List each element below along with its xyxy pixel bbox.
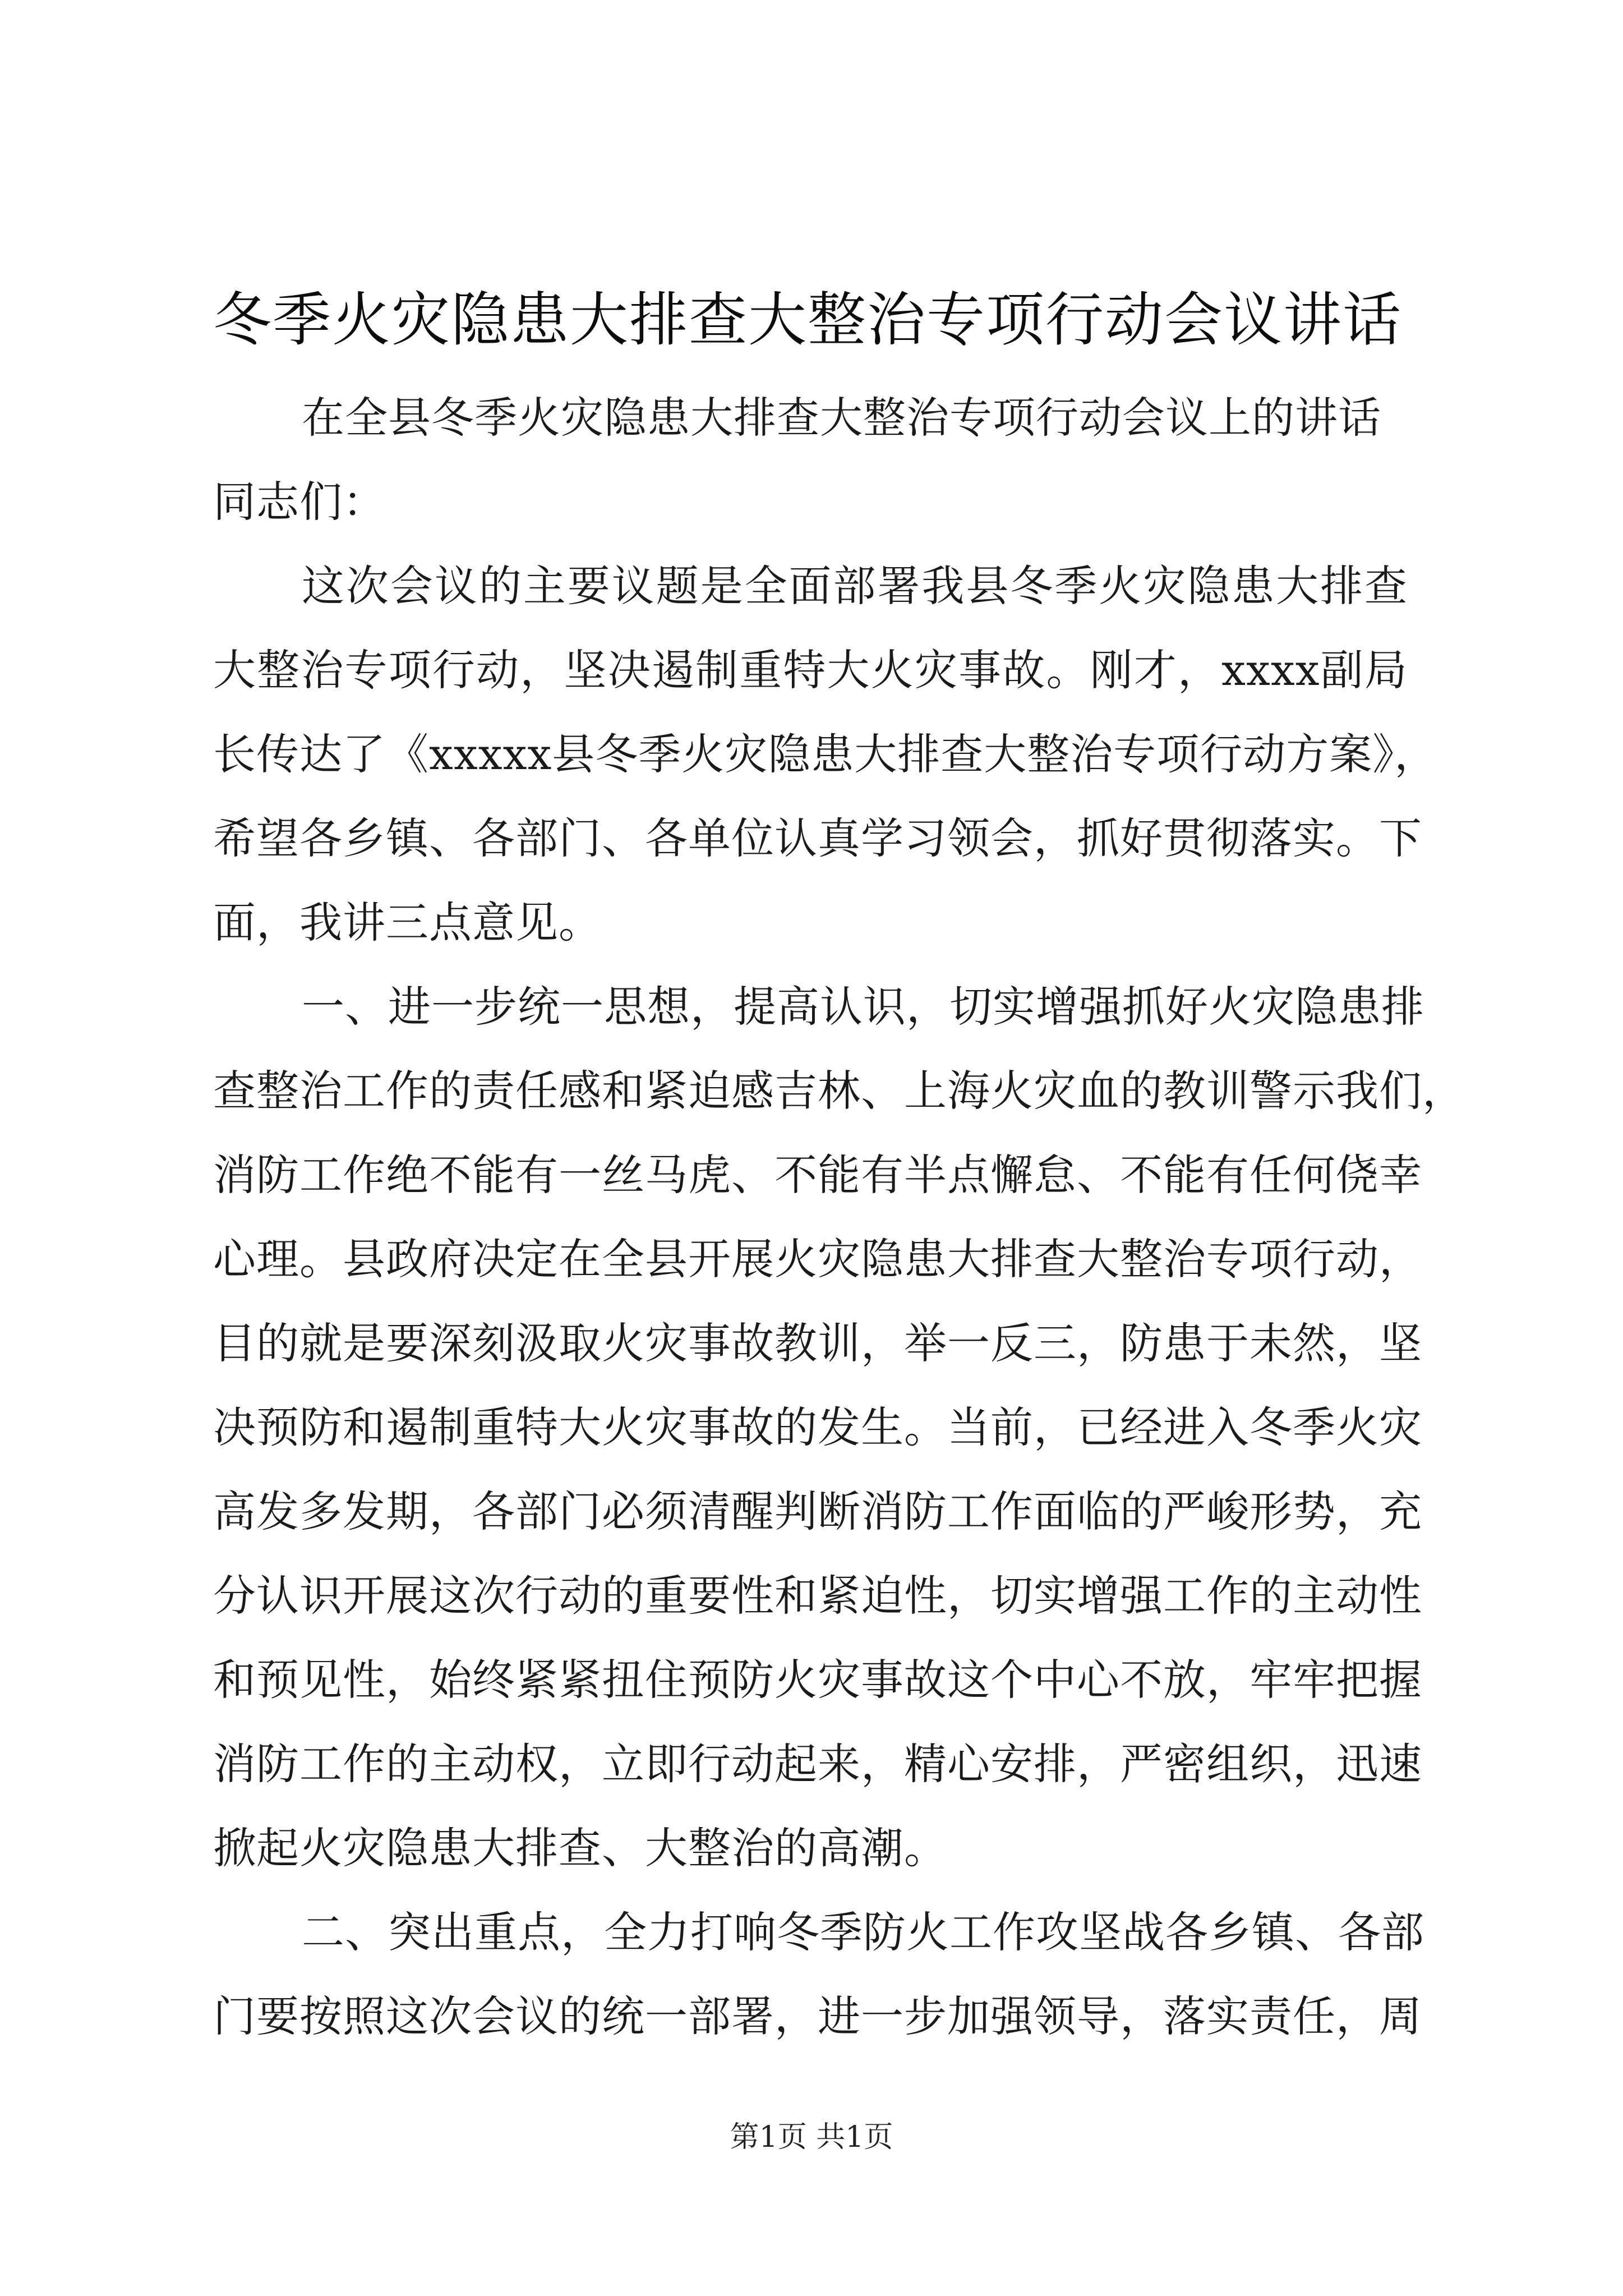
text-line: 二、突出重点，全力打响冬季防火工作攻坚战各乡镇、各部 <box>302 1907 1424 1957</box>
text-line: 面，我讲三点意见。 <box>213 898 602 947</box>
text-line: 希望各乡镇、各部门、各单位认真学习领会，抓好贯彻落实。下 <box>213 813 1422 863</box>
document-title: 冬季火灾隐患大排查大整治专项行动会议讲话 <box>213 286 1403 354</box>
text-line: 分认识开展这次行动的重要性和紧迫性，切实增强工作的主动性 <box>213 1571 1422 1621</box>
document-body <box>213 376 1465 2059</box>
text-line: 在全县冬季火灾隐患大排查大整治专项行动会议上的讲话 <box>302 393 1381 443</box>
text-line: 长传达了《xxxxx县冬季火灾隐患大排查大整治专项行动方案》， <box>213 729 1438 779</box>
page-footer: 第1页 共1页 <box>730 2120 893 2154</box>
text-line: 目的就是要深刻汲取火灾事故教训，举一反三，防患于未然，坚 <box>213 1318 1422 1368</box>
text-line: 查整治工作的责任感和紧迫感吉林、上海火灾血的教训警示我们， <box>213 1066 1465 1116</box>
text-line: 消防工作绝不能有一丝马虎、不能有半点懈怠、不能有任何侥幸 <box>213 1150 1422 1200</box>
text-line: 心理。县政府决定在全县开展火灾隐患大排查大整治专项行动， <box>213 1234 1422 1284</box>
text-line: 掀起火灾隐患大排查、大整治的高潮。 <box>213 1823 947 1873</box>
text-line: 消防工作的主动权，立即行动起来，精心安排，严密组织，迅速 <box>213 1739 1422 1789</box>
text-line: 门要按照这次会议的统一部署，进一步加强领导，落实责任，周 <box>213 1991 1422 2041</box>
text-line: 决预防和遏制重特大火灾事故的发生。当前，已经进入冬季火灾 <box>213 1402 1422 1452</box>
text-line: 一、进一步统一思想，提高认识，切实增强抓好火灾隐患排 <box>302 982 1424 1032</box>
text-line: 和预见性，始终紧紧扭住预防火灾事故这个中心不放，牢牢把握 <box>213 1655 1422 1705</box>
text-line: 这次会议的主要议题是全面部署我县冬季火灾隐患大排查 <box>302 561 1408 611</box>
text-line: 大整治专项行动，坚决遏制重特大火灾事故。刚才，xxxx副局 <box>213 645 1408 695</box>
text-line: 高发多发期，各部门必须清醒判断消防工作面临的严峻形势，充 <box>213 1487 1422 1536</box>
text-line: 同志们： <box>213 477 386 527</box>
